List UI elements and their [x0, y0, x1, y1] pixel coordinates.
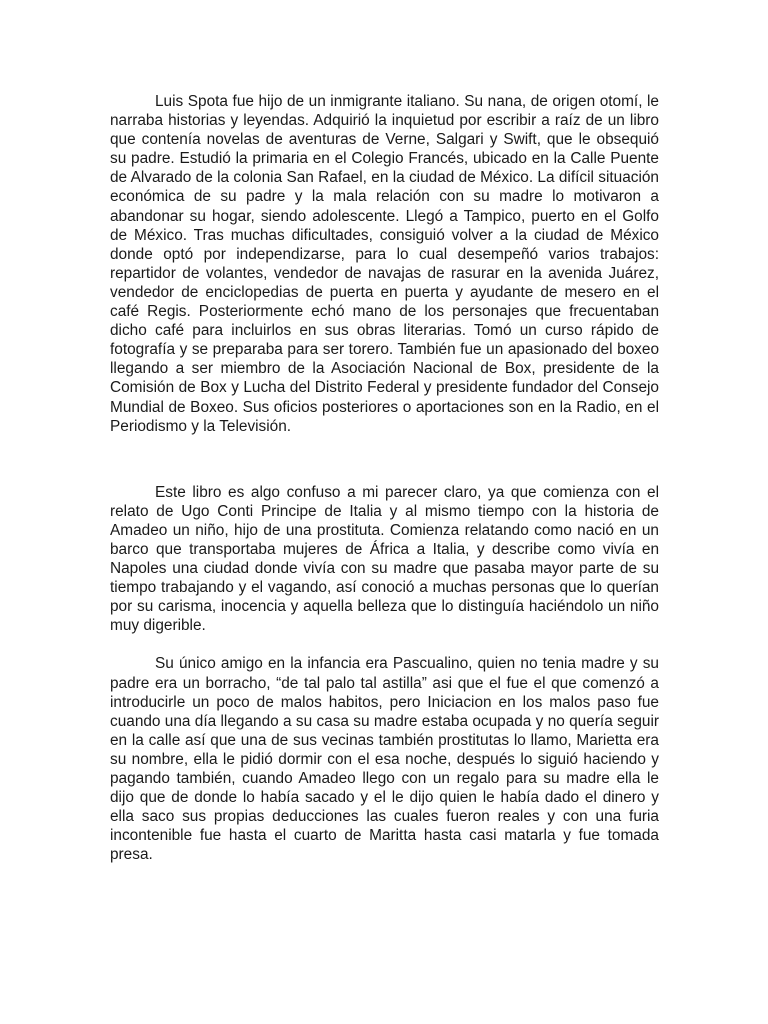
paragraph-book-summary: Este libro es algo confuso a mi parecer claro, ya que comienza con el relato de Ugo Conti Principe de Italia y al mismo tiempo con la historia de Amadeo un niño, hijo de una prostituta. Comienza relatando como nació en un barco que transportaba mujeres de África a Italia, y describe como vivía en Napoles una ciudad donde vivía con su madre que pasaba mayor parte de su tiempo trabajando y el vagando, así conoció a muchas personas que lo querían por su carisma, inocencia y aquella belleza que lo distinguía haciéndolo un niño muy digerible.: [110, 483, 659, 635]
document-page: [110, 92, 659, 864]
paragraph-childhood-friend: Su único amigo en la infancia era Pascualino, quien no tenia madre y su padre era un borracho, “de tal palo tal astilla” asi que el fue el que comenzó a introducirle un poco de malos habitos, pero Iniciacion en los malos paso fue cuando una día llegando a su casa su madre estaba ocupada y no quería seguir en la calle así que una de sus vecinas también prostitutas lo llamo, Marietta era su nombre, ella le pidió dormir con el esa noche, después lo siguió haciendo y pagando también, cuando Amadeo llego con un regalo para su madre ella le dijo que de donde lo había sacado y el le dijo quien le había dado el dinero y ella saco sus propias deducciones las cuales fueron reales y con una furia incontenible fue hasta el cuarto de Maritta hasta casi matarla y fue tomada presa.: [110, 655, 659, 864]
paragraph-biography: Luis Spota fue hijo de un inmigrante italiano. Su nana, de origen otomí, le narraba historias y leyendas. Adquirió la inquietud por escribir a raíz de un libro que contenía novelas de aventuras de Verne, Salgari y Swift, que le obsequió su padre. Estudió la primaria en el Colegio Francés, ubicado en la Calle Puente de Alvarado de la colonia San Rafael, en la ciudad de México. La difícil situación económica de su padre y la mala relación con su madre lo motivaron a abandonar su hogar, siendo adolescente. Llegó a Tampico, puerto en el Golfo de México. Tras muchas dificultades, consiguió volver a la ciudad de México donde optó por independizarse, para lo cual desempeñó varios trabajos: repartidor de volantes, vendedor de navajas de rasurar en la avenida Juárez, vendedor de enciclopedias de puerta en puerta y ayudante de mesero en el café Regis. Posteriormente echó mano de los personajes que frecuentaban dicho café para incluirlos en sus obras literarias. Tomó un curso rápido de fotografía y se preparaba para ser torero. También fue un apasionado del boxeo llegando a ser miembro de la Asociación Nacional de Box, presidente de la Comisión de Box y Lucha del Distrito Federal y presidente fundador del Consejo Mundial de Boxeo. Sus oficios posteriores o aportaciones son en la Radio, en el Periodismo y la Televisión.: [110, 93, 659, 435]
